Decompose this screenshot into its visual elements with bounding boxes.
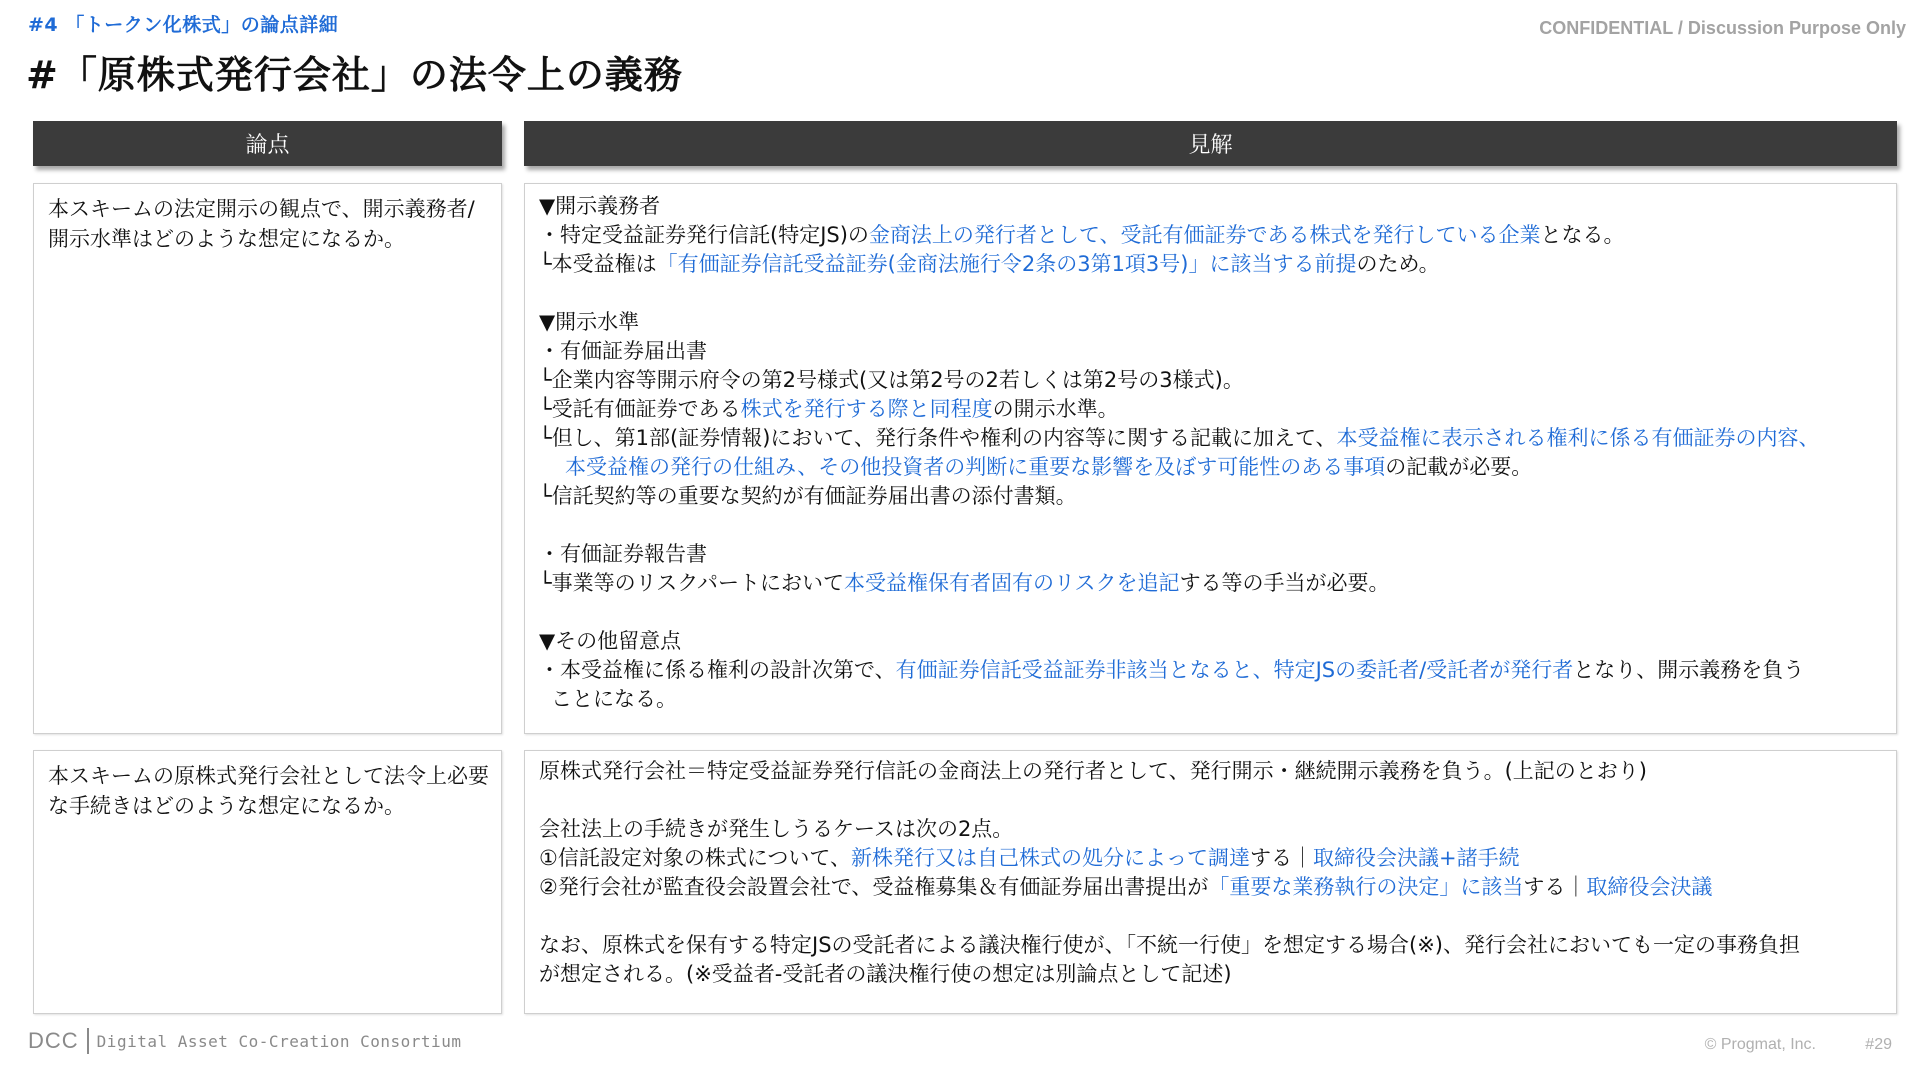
highlight-text: 新株発行又は自己株式の処分によって調達 — [851, 846, 1250, 870]
view-line: ・特定受益証券発行信託(特定JS)の金商法上の発行者として、受託有価証券である株式を発行している企業となる。 — [539, 223, 1625, 247]
view-cell-2 — [524, 750, 1897, 1014]
view-line: ・有価証券届出書 — [539, 339, 707, 363]
view-line: └本受益権は「有価証券信託受益証券(金商法施行令2条の3第1項3号)」に該当する前提のため。 — [539, 252, 1440, 276]
highlight-text: 取締役会決議+諸手続 — [1313, 846, 1520, 870]
highlight-text: 取締役会決議 — [1586, 875, 1713, 899]
issue-cell-1 — [33, 183, 502, 734]
view-line: 本受益権の発行の仕組み、その他投資者の判断に重要な影響を及ぼす可能性のある事項の記載が必要。 — [565, 455, 1533, 479]
section-label: #4 「トークン化株式」の論点詳細 — [28, 14, 339, 36]
issue-text-1: 本スキームの法定開示の観点で、開示義務者/開示水準はどのような想定になるか。 — [48, 197, 475, 251]
page-title: #「原株式発行会社」の法令上の義務 — [26, 53, 683, 97]
highlight-text: 本受益権に表示される権利に係る有価証券の内容、 — [1336, 426, 1820, 450]
view-line: ①信託設定対象の株式について、新株発行又は自己株式の処分によって調達する｜取締役会決議+諸手続 — [539, 846, 1520, 870]
column-header-issue — [33, 121, 502, 166]
column-header-view-label: 見解 — [1188, 133, 1233, 158]
view-line: 会社法上の手続きが発生しうるケースは次の2点。 — [539, 817, 1014, 841]
highlight-text: 「有価証券信託受益証券(金商法施行令2条の3第1項3号)」に該当する前提 — [656, 252, 1357, 276]
view-line: └信託契約等の重要な契約が有価証券届出書の添付書類。 — [539, 484, 1077, 508]
column-header-issue-label: 論点 — [245, 133, 290, 158]
highlight-text: 金商法上の発行者として、受託有価証券である株式を発行している企業 — [868, 223, 1541, 247]
logo-short: DCC — [28, 1028, 79, 1053]
confidential-notice: CONFIDENTIAL / Discussion Purpose Only — [1539, 18, 1906, 38]
view-line: なお、原株式を保有する特定JSの受託者による議決権行使が、「不統一行使」を想定する場合(※)、発行会社においても一定の事務負担 — [539, 933, 1800, 957]
view-line: が想定される。(※受益者-受託者の議決権行使の想定は別論点として記述) — [539, 962, 1232, 986]
logo-full: Digital Asset Co-Creation Consortium — [96, 1031, 462, 1051]
view-line: └企業内容等開示府令の第2号様式(又は第2号の2若しくは第2号の3様式)。 — [539, 368, 1244, 392]
view-cell-1 — [524, 183, 1897, 734]
view-line: ②発行会社が監査役会設置会社で、受益権募集＆有価証券届出書提出が「重要な業務執行の決定」に該当する｜取締役会決議 — [539, 875, 1713, 899]
issue-cell-2 — [33, 750, 502, 1014]
logo-divider — [87, 1028, 89, 1054]
view-line: └但し、第1部(証券情報)において、発行条件や権利の内容等に関する記載に加えて、本受益権に表示される権利に係る有価証券の内容、 — [539, 426, 1820, 450]
view-line: ・有価証券報告書 — [539, 542, 707, 566]
heading-other-notes: ▼その他留意点 — [539, 629, 682, 653]
view-line: └事業等のリスクパートにおいて本受益権保有者固有のリスクを追記する等の手当が必要。 — [539, 571, 1390, 595]
highlight-text: 株式を発行する際と同程度 — [740, 397, 993, 421]
heading-disclosure-level: ▼開示水準 — [539, 310, 640, 334]
dcc-logo — [28, 1028, 461, 1054]
view-line: ことになる。 — [551, 687, 677, 711]
view-text-2 — [539, 757, 1886, 989]
view-line: └受託有価証券である株式を発行する際と同程度の開示水準。 — [539, 397, 1119, 421]
copyright: © Progmat, Inc. — [1704, 1036, 1816, 1053]
page-number: #29 — [1865, 1036, 1892, 1053]
highlight-text: 本受益権保有者固有のリスクを追記 — [843, 571, 1180, 595]
column-header-view — [524, 121, 1897, 166]
view-text-1 — [539, 192, 1886, 714]
highlight-text: 「重要な業務執行の決定」に該当 — [1208, 875, 1524, 899]
view-line: 原株式発行会社＝特定受益証券発行信託の金商法上の発行者として、発行開示・継続開示義務を負う。(上記のとおり) — [539, 759, 1647, 783]
highlight-text: 本受益権の発行の仕組み、その他投資者の判断に重要な影響を及ぼす可能性のある事項 — [565, 455, 1386, 479]
view-line: ・本受益権に係る権利の設計次第で、有価証券信託受益証券非該当となると、特定JSの委託者/受託者が発行者となり、開示義務を負う — [539, 658, 1805, 682]
highlight-text: 有価証券信託受益証券非該当となると、特定JSの委託者/受託者が発行者 — [895, 658, 1574, 682]
heading-disclosure-obligor: ▼開示義務者 — [539, 194, 661, 218]
issue-text-2: 本スキームの原株式発行会社として法令上必要な手続きはどのような想定になるか。 — [48, 764, 489, 818]
